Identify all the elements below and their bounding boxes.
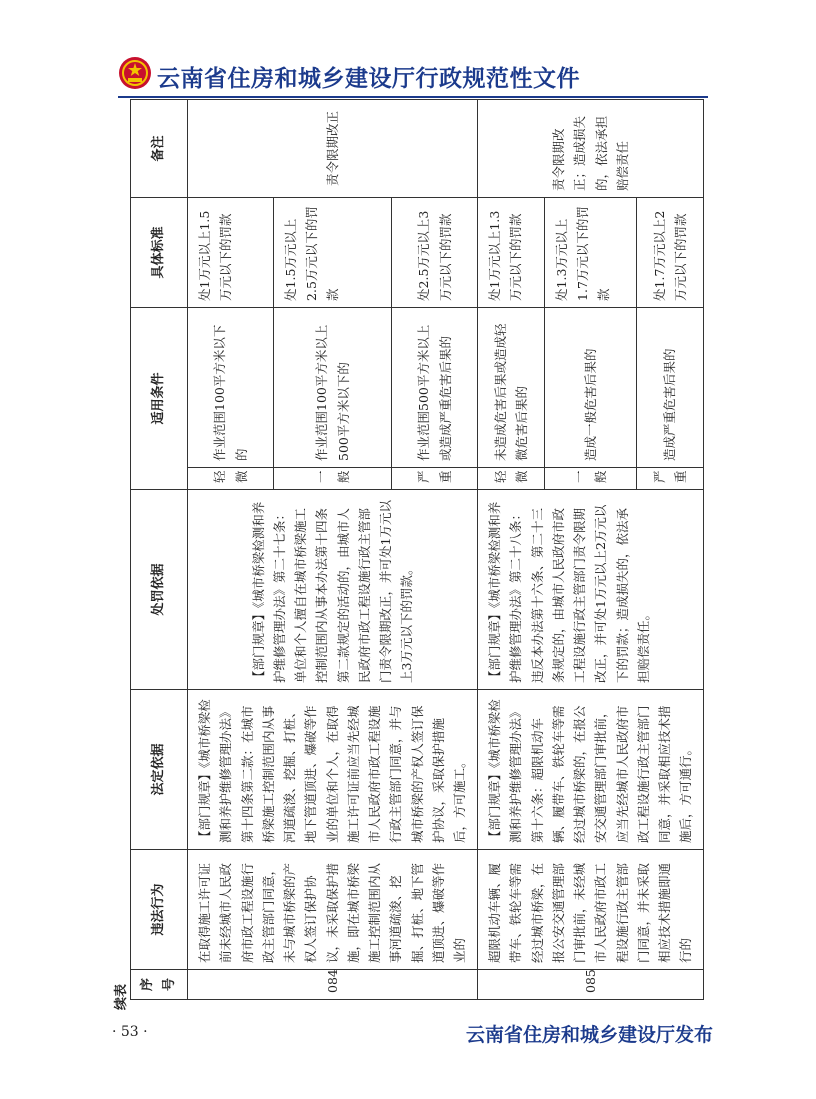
header-remarks: 备注 — [131, 99, 188, 197]
condition-cell: 作业范围100平方米以上500平方米以下的 — [273, 307, 391, 467]
condition-cell: 作业范围500平方米以上或造成严重危害后果的 — [392, 307, 478, 467]
page-number: · 53 · — [112, 1024, 148, 1040]
standard-cell: 处2.5万元以上3万元以下的罚款 — [392, 197, 478, 307]
condition-cell: 造成一般危害后果的 — [544, 307, 636, 467]
header-conditions: 适用条件 — [131, 307, 188, 489]
standard-cell: 处1万元以上1.5万元以下的罚款 — [188, 197, 274, 307]
condition-cell: 造成严重危害后果的 — [637, 307, 704, 467]
remarks-cell: 责令限期改正 — [188, 99, 478, 197]
continued-label: 续表 — [114, 983, 129, 1010]
table-row — [478, 99, 545, 999]
header-penalty-basis: 处罚依据 — [131, 490, 188, 690]
header-standard: 具体标准 — [131, 197, 188, 307]
row-seq: 085 — [478, 970, 704, 1000]
national-emblem-icon — [118, 56, 152, 90]
header-seq: 序号 — [131, 970, 188, 1000]
standard-cell: 处1.7万元以上2万元以下的罚款 — [637, 197, 704, 307]
level-label: 严重 — [637, 468, 704, 490]
standard-cell: 处1万元以上1.3万元以下的罚款 — [478, 197, 545, 307]
condition-cell: 作业范围100平方米以下的 — [188, 307, 274, 467]
row-act: 在取得施工许可证前未经城市人民政府市政工程设施行政主管部门同意，未与城市桥梁的产权人签订保护协议，未采取保护措施，即在城市桥梁施工控制范围内从事河道疏浚、挖掘、打桩、地下管道顶进、爆破等作业的 — [188, 850, 478, 970]
level-label: 严重 — [392, 468, 478, 490]
header-act: 违法行为 — [131, 850, 188, 970]
level-label: 轻微 — [478, 468, 545, 490]
row-act: 超限机动车辆、履带车、铁轮车等需经过城市桥梁，在报公安交通管理部门审批前，未经城市人民政府市政工程设施行政主管部门同意，并未采取相应技术措施即通行的 — [478, 850, 704, 970]
standard-cell: 处1.3万元以上1.7万元以下的罚款 — [544, 197, 636, 307]
penalty-standard-table — [130, 100, 704, 1000]
row-penalty-basis: 【部门规章】《城市桥梁检测和养护维修管理办法》第二十七条：单位和个人擅自在城市桥梁施工控制范围内从事本办法第十四条第二款规定的活动的，由城市人民政府市政工程设施行政主管部门责令限期改正，并可处1万元以上3万元以下的罚款。 — [188, 490, 478, 690]
table-row — [188, 99, 274, 999]
remarks-cell: 责令限期改正；造成损失的，依法承担赔偿责任 — [478, 99, 704, 197]
publisher-label: 云南省住房和城乡建设厅发布 — [466, 1024, 714, 1046]
row-penalty-basis: 【部门规章】《城市桥梁检测和养护维修管理办法》第二十八条：违反本办法第十六条、第二十三条规定的，由城市人民政府市政工程设施行政主管部门责令限期改正，并可处1万元以上2万元以下的罚款；造成损失的，依法承担赔偿责任。 — [478, 490, 704, 690]
level-label: 轻微 — [188, 468, 274, 490]
document-series-title: 云南省住房和城乡建设厅行政规范性文件 — [157, 66, 580, 92]
level-label: 一般 — [273, 468, 391, 490]
row-legal-basis: 【部门规章】《城市桥梁检测和养护维修管理办法》第十四条第二款：在城市桥梁施工控制范围内从事河道疏浚、挖掘、打桩、地下管道顶进、爆破等作业的单位和个人，在取得施工许可证前应当先经城市人民政府市政工程设施行政主管部门同意，并与城市桥梁的产权人签订保护协议，采取保护措施后，方可施工。 — [188, 690, 478, 850]
header-legal-basis: 法定依据 — [131, 690, 188, 850]
row-seq: 084 — [188, 970, 478, 1000]
table-header-row — [131, 99, 188, 999]
condition-cell: 未造成危害后果或造成轻微危害后果的 — [478, 307, 545, 467]
header-divider — [118, 96, 708, 98]
row-legal-basis: 【部门规章】《城市桥梁检测和养护维修管理办法》第十六条：超限机动车辆、履带车、铁轮车等需经过城市桥梁的，在报公安交通管理部门审批前，应当先经城市人民政府市政工程设施行政主管部门同意，并采取相应技术措施后，方可通行。 — [478, 690, 704, 850]
standard-cell: 处1.5万元以上2.5万元以下的罚款 — [273, 197, 391, 307]
level-label: 一般 — [544, 468, 636, 490]
